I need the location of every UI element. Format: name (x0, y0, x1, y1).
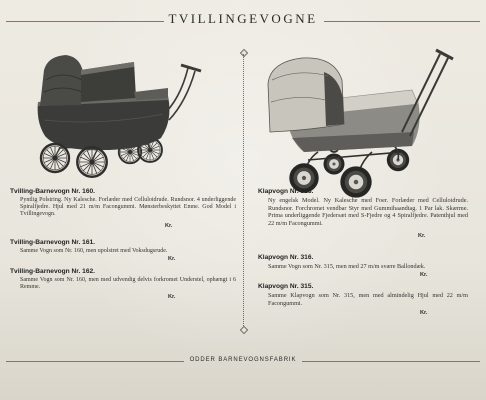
product-160 (10, 188, 236, 230)
product-description: Samme Klapvogn som Nr. 315, men med almindelig Hjul med 22 m/m Facongummi. (268, 292, 468, 307)
product-316 (258, 254, 468, 279)
front-wheel (77, 147, 106, 176)
twin-pram-photo (30, 40, 202, 185)
product-heading: Klapvogn Nr. 315. (258, 283, 314, 290)
product-315-standard-wheels (258, 283, 468, 317)
price-label: Kr. (168, 294, 176, 301)
product-heading: Tvilling-Barnevogn Nr. 160. (10, 188, 96, 195)
divider-top-mark (240, 49, 248, 57)
product-description: Pyntlig Polstring. Ny Kalesche. Forlæder med Celluloidrude. Rundsnor. 4 underliggende Spiralfjedre. Hjul med 21 m/m Facongummi. Mønsterbeskyttet Emne. God Model i Tvillingevogn. (20, 197, 236, 218)
footer-rule-right (302, 361, 480, 362)
title-rule-right (324, 21, 480, 22)
price-label: Kr. (420, 310, 428, 317)
page-title: TVILLINGEVOGNE (168, 11, 318, 26)
apron-cover (134, 88, 168, 100)
product-description: Samme Vogn som Nr. 160, men upolstret med Voksdugsrude. (20, 248, 168, 254)
product-heading: Klapvogn Nr. 316. (258, 254, 314, 261)
product-description: Samme Vogn som Nr. 160, men med udvendig delvis forkromet Understel, ophængt i 6 Remme. (20, 277, 236, 291)
folding-pram-photo (262, 40, 454, 200)
product-description: Ny engelsk Model. Ny Kalesche med Foer. Forlæder med Celluloidrude. Rundsnor. Forchromet vendbar Styr med Gummihaandtag. 1 Par lak. Skærme. Prima underliggende Fjedersæt med S-Fjedre og 4 Spiralfjedre. Patenthjul med 22 m/m Facongummi. (268, 197, 468, 227)
price-label: Kr. (420, 271, 428, 278)
product-heading: Tvilling-Barnevogn Nr. 161. (10, 239, 96, 246)
product-162 (10, 268, 236, 301)
product-heading: Klapvogn Nr. 315. (258, 188, 314, 195)
column-divider (243, 54, 244, 328)
footer-publisher: ODDER BARNEVOGNSFABRIK (189, 357, 297, 363)
folded-hood-left (40, 55, 83, 106)
product-161 (10, 239, 236, 263)
price-label: Kr. (165, 222, 173, 229)
product-description: Samme Vogn som Nr. 315, men med 27 m/m svære Ballondæk. (268, 263, 426, 270)
price-label: Kr. (418, 233, 426, 240)
product-heading: Tvilling-Barnevogn Nr. 162. (10, 268, 96, 275)
price-label: Kr. (168, 256, 176, 263)
divider-bottom-mark (240, 326, 248, 334)
product-315 (258, 188, 468, 240)
front-wheel (41, 144, 69, 172)
